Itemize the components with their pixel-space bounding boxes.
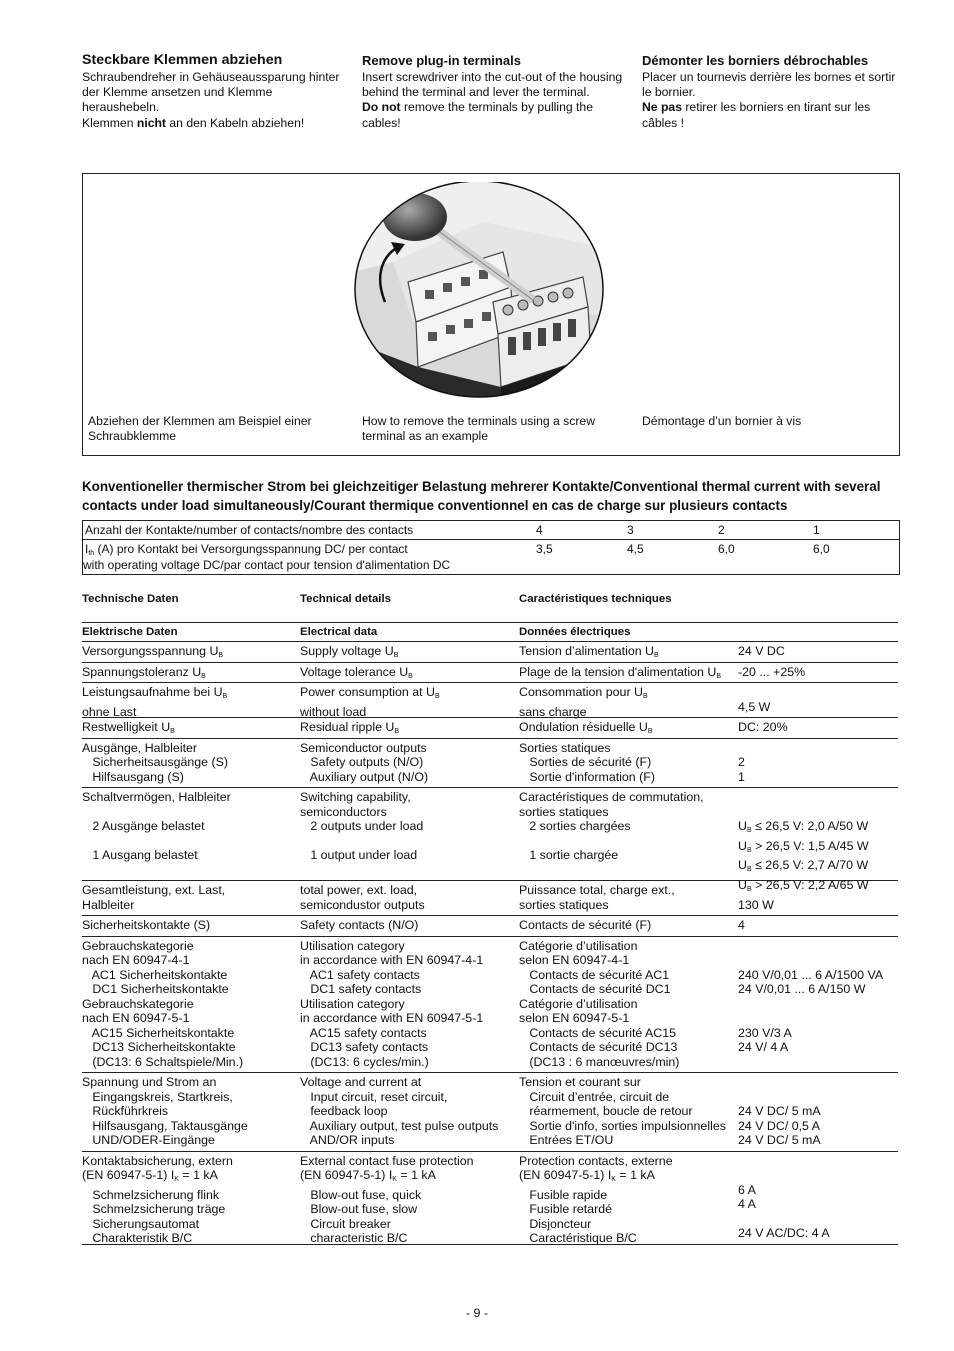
spec-cell-value: -20 ... +25% — [738, 664, 806, 679]
intro-en — [362, 52, 624, 131]
divider — [82, 1072, 898, 1073]
spec-cell-en: Voltage tolerance $U_B$ — [300, 664, 413, 680]
row2-value: 3,5 — [536, 542, 553, 556]
spec-cell-value: 24 V DC — [738, 644, 785, 658]
divider — [82, 717, 898, 718]
spec-row — [82, 720, 898, 735]
spec-cell-de: Gebrauchskategorie nach EN 60947-4-1 AC1 Sicherheitskontakte DC1 Sicherheitskontakte Gebrauchskategorie nach EN 60947-5-1 AC15 Sicherheitskontakte DC13 Sicherheitskontakte (DC13: 6 Schaltspiele/Min.) — [82, 938, 244, 1069]
row2-label-line2: with operating voltage DC/par contact pour tension d'alimentation DC — [83, 558, 451, 572]
spec-cell-value: DC: 20% — [738, 720, 788, 734]
spec-row — [82, 1075, 898, 1148]
spec-cell-fr: Caractéristiques de commutation, sorties statiques 2 sorties chargées 1 sortie chargée — [519, 790, 704, 862]
spec-cell-en: Safety contacts (N/O) — [300, 918, 419, 932]
spec-row — [82, 665, 898, 680]
intro-fr — [642, 52, 904, 131]
divider — [82, 1244, 898, 1245]
divider — [82, 641, 898, 642]
intro-de-text2: Klemmen nicht an den Kabeln abziehen! — [82, 115, 305, 130]
caption-de: Abziehen der Klemmen am Beispiel einer Schraubklemme — [88, 414, 312, 443]
intro-fr-text2: Ne pas retirer les borniers en tirant sur les câbles ! — [642, 100, 871, 130]
row1-label: Anzahl der Kontakte/number of contacts/nombre des contacts — [85, 523, 414, 537]
divider — [82, 936, 898, 937]
spec-cell-value: 4 — [738, 918, 745, 932]
spec-cell-value: 130 W — [738, 897, 774, 912]
intro-de-text1: Schraubendreher in Gehäuseaussparung hinter der Klemme ansetzen und Klemme heraushebeln. — [82, 70, 340, 115]
intro-en-text2: Do not remove the terminals by pulling the cables! — [362, 100, 593, 130]
tech-heading-en: Technical details — [300, 593, 391, 605]
spec-cell-fr: Protection contacts, externe (EN 60947-5-1) $I_K = 1$ kA Fusible rapide Fusible retardé Disjoncteur Caractéristique B/C — [519, 1153, 673, 1245]
spec-row — [82, 918, 898, 933]
spec-cell-fr: Contacts de sécurité (F) — [519, 918, 652, 932]
row1-value: 1 — [813, 523, 820, 537]
row2-value: 6,0 — [813, 542, 830, 556]
spec-cell-de: Restwelligkeit $U_B$ — [82, 720, 175, 735]
electrical-data-fr: Données électriques — [519, 626, 631, 638]
spec-cell-de: Spannung und Strom an Eingangskreis, Startkreis, Rückführkreis Hilfsausgang, Taktausgänge UND/ODER-Eingänge — [82, 1075, 248, 1147]
spec-cell-fr: Tension et courant sur Circuit d’entrée, circuit de réarmement, boucle de retour Sortie d'info, sorties impulsionnelles Entrées ET/OU — [519, 1075, 726, 1147]
intro-de — [82, 52, 344, 131]
intro-fr-title: Démonter les borniers débrochables — [642, 53, 869, 68]
spec-cell-fr: Catégorie d’utilisation selon EN 60947-4-1 Contacts de sécurité AC1 Contacts de sécurité DC1 Catégorie d’utilisation selon EN 60947-5-1 Contacts de sécurité AC15 Contacts de sécurité DC13 (DC13 : 6 manœuvres/min) — [519, 938, 680, 1069]
tech-heading-fr: Caractéristiques techniques — [519, 593, 672, 605]
spec-cell-fr: Tension d’alimentation $U_B$ — [519, 644, 659, 659]
spec-cell-fr: Puissance total, charge ext., sorties statiques — [519, 883, 675, 912]
spec-row — [82, 1153, 898, 1245]
spec-cell-de: Sicherheitskontakte (S) — [82, 918, 211, 932]
intro-de-title: Steckbare Klemmen abziehen — [82, 52, 283, 68]
spec-cell-value: 2 1 — [738, 755, 745, 784]
spec-cell-en: Utilisation category in accordance with EN 60947-4-1 AC1 safety contacts DC1 safety contacts Utilisation category in accordance with EN 60947-5-1 AC15 safety contacts DC13 safety contacts (DC13: 6 cycles/min.) — [300, 938, 484, 1069]
row2-value: 6,0 — [718, 542, 735, 556]
row2-label: $I_{th}$ (A) pro Kontakt bei Versorgungsspannung DC/ per contact — [85, 542, 408, 557]
spec-cell-en: Residual ripple $U_B$ — [300, 720, 400, 735]
spec-cell-en: Semiconductor outputs Safety outputs (N/O) Auxiliary output (N/O) — [300, 740, 429, 784]
spec-cell-fr: Consommation pour $U_B$ sans charge — [519, 685, 648, 719]
tech-heading-de: Technische Daten — [82, 593, 179, 605]
caption-en: How to remove the terminals using a screw terminal as an example — [362, 414, 596, 443]
spec-cell-value: 240 V/0,01 ... 6 A/1500 VA 24 V/0,01 ... 6 A/150 W 230 V/3 A 24 V/ 4 A — [738, 967, 884, 1054]
spec-cell-de: Schaltvermögen, Halbleiter 2 Ausgänge belastet 1 Ausgang belastet — [82, 790, 231, 862]
spec-cell-en: Supply voltage $U_B$ — [300, 644, 399, 659]
spec-cell-de: Gesamtleistung, ext. Last, Halbleiter — [82, 883, 226, 912]
intro-fr-text1: Placer un tournevis derrière les bornes et sortir le bornier. — [642, 70, 896, 100]
divider — [82, 880, 898, 881]
row2-value: 4,5 — [627, 542, 644, 556]
spec-cell-de: Versorgungsspannung $U_B$ — [82, 644, 224, 659]
caption-fr: Démontage d’un bornier à vis — [642, 414, 802, 428]
electrical-data-en: Electrical data — [300, 626, 378, 638]
divider — [82, 662, 898, 663]
spec-row — [82, 644, 898, 659]
terminal-removal-illustration — [353, 182, 623, 412]
row1-value: 2 — [718, 523, 725, 537]
divider — [82, 622, 898, 623]
intro-en-title: Remove plug-in terminals — [362, 53, 521, 68]
figure-box — [82, 173, 900, 456]
thermal-row-contacts — [83, 521, 899, 540]
thermal-table — [82, 520, 900, 575]
spec-cell-en: total power, ext. load, semicondustor outputs — [300, 883, 425, 912]
spec-cell-en: External contact fuse protection (EN 60947-5-1) $I_K = 1$ kA Blow-out fuse, quick Blow-out fuse, slow Circuit breaker characteristic B/C — [300, 1153, 474, 1245]
spec-cell-de: Spannungstoleranz $U_B$ — [82, 664, 206, 680]
spec-cell-en: Power consumption at $U_B$ without load — [300, 685, 440, 719]
thermal-heading: Konventioneller thermischer Strom bei gleichzeitiger Belastung mehrerer Kontakte/Conventional thermal current with several contacts under load simultaneously/Courant thermique conventionnel en cas de charge sur plusieurs contacts — [82, 479, 881, 513]
spec-cell-de: Ausgänge, Halbleiter Sicherheitsausgänge (S) Hilfsausgang (S) — [82, 740, 229, 784]
divider — [82, 1151, 898, 1152]
spec-cell-value: 4,5 W — [738, 699, 771, 714]
spec-row — [82, 685, 898, 719]
divider — [82, 915, 898, 916]
spec-cell-fr: Sorties statiques Sorties de sécurité (F) Sortie d'information (F) — [519, 740, 655, 784]
divider — [82, 787, 898, 788]
row1-value: 4 — [536, 523, 543, 537]
page-number: - 9 - — [465, 1306, 489, 1320]
divider — [82, 738, 898, 739]
spec-cell-fr: Plage de la tension d'alimentation $U_B$ — [519, 664, 721, 680]
spec-row — [82, 883, 898, 912]
spec-cell-de: Kontaktabsicherung, extern (EN 60947-5-1) $I_K = 1$ kA Schmelzsicherung flink Schmelzsicherung träge Sicherungsautomat Charakteristik B/C — [82, 1153, 233, 1245]
intro-en-text1: Insert screwdriver into the cut-out of the housing behind the terminal and lever the terminal. — [362, 70, 623, 100]
divider — [82, 682, 898, 683]
spec-cell-value: 24 V DC/ 5 mA 24 V DC/ 0,5 A 24 V DC/ 5 mA — [738, 1104, 821, 1147]
spec-cell-value: $U_B \le 26,5$ V: 2,0 A/50 W $U_B > 26,5$ V: 1,5 A/45 W $U_B \le 26,5$ V: 2,7 A/70 W $U_B > 26,5$ V: 2,2 A/65 W — [738, 819, 869, 893]
spec-row — [82, 790, 898, 893]
spec-cell-en: Voltage and current at Input circuit, reset circuit, feedback loop Auxiliary output, test pulse outputs AND/OR inputs — [300, 1075, 499, 1147]
electrical-data-de: Elektrische Daten — [82, 626, 178, 638]
spec-cell-en: Switching capability, semiconductors 2 outputs under load 1 output under load — [300, 790, 424, 862]
spec-row — [82, 741, 898, 785]
spec-cell-fr: Ondulation résiduelle $U_B$ — [519, 720, 653, 735]
spec-cell-value: 6 A 4 A 24 V AC/DC: 4 A — [738, 1182, 830, 1240]
row1-value: 3 — [627, 523, 634, 537]
spec-row — [82, 939, 898, 1070]
spec-cell-de: Leistungsaufnahme bei $U_B$ ohne Last — [82, 685, 228, 719]
